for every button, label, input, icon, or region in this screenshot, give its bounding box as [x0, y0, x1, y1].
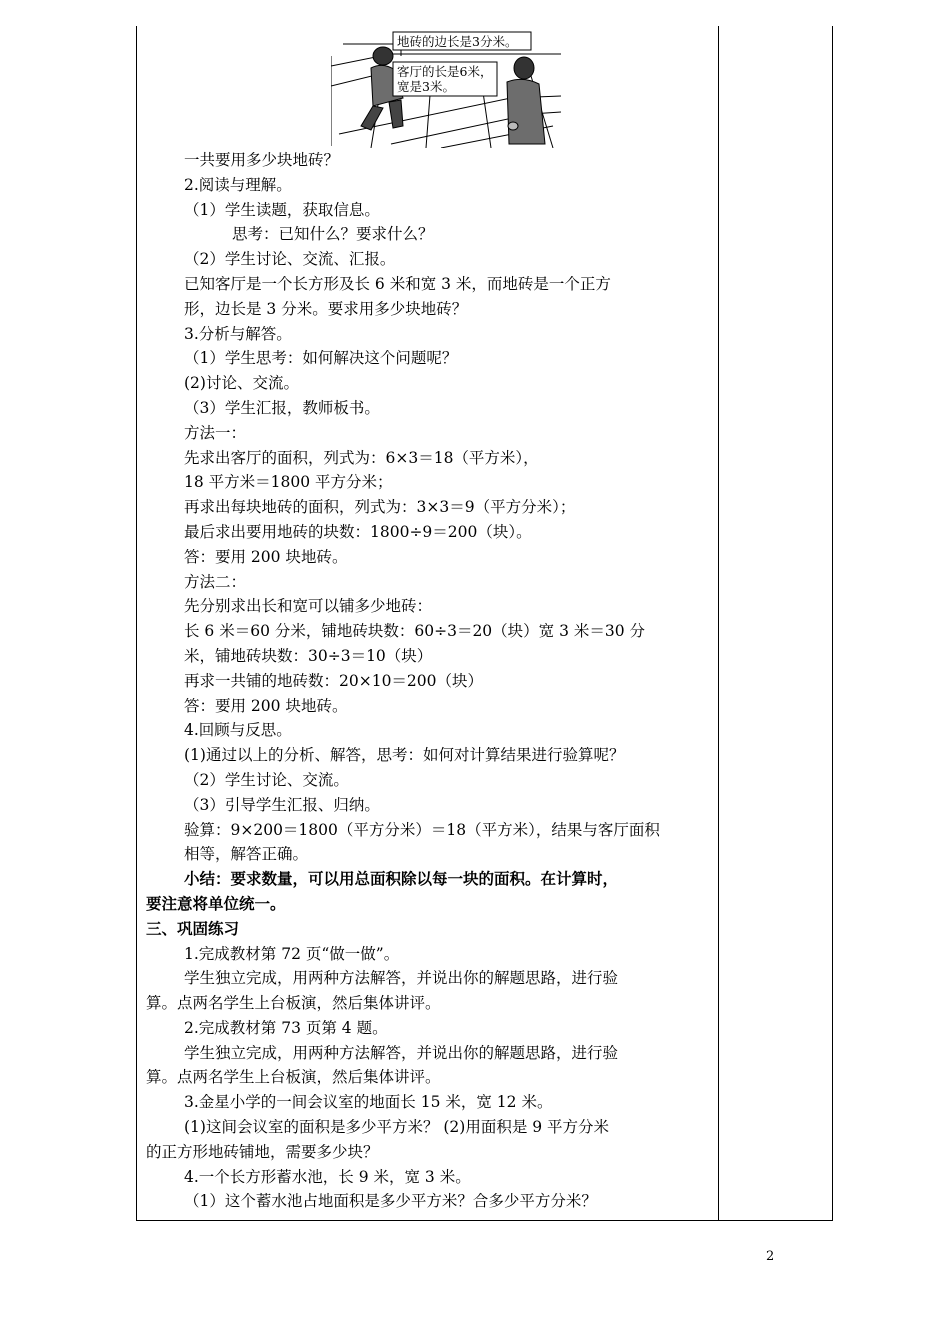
text-line: 验算：9×200＝1800（平方分米）＝18（平方米），结果与客厅面积: [184, 820, 660, 839]
text-line: (2)讨论、交流。: [184, 374, 299, 393]
text-line: 4.回顾与反思。: [184, 721, 292, 740]
bubble-tile-side: 地砖的边长是3分米。: [397, 34, 518, 49]
floor-tile-illustration: [331, 26, 563, 148]
summary-line: 要注意将单位统一。: [146, 893, 286, 913]
bubble-room-size-line1: 客厅的长是6米，: [397, 64, 493, 79]
text-line: 再求出每块地砖的面积，列式为：3×3＝9（平方分米）；: [184, 498, 576, 517]
text-line: 4.一个长方形蓄水池，长 9 米，宽 3 米。: [184, 1167, 471, 1186]
text-line: 米，铺地砖块数：30÷3＝10（块）: [184, 646, 433, 665]
text-line: 思考：已知什么？要求什么？: [232, 225, 434, 244]
text-line: 学生独立完成，用两种方法解答，并说出你的解题思路，进行验: [184, 1043, 619, 1062]
text-line: 已知客厅是一个长方形及长 6 米和宽 3 米，而地砖是一个正方: [184, 274, 611, 293]
page-number: 2: [766, 1249, 775, 1264]
text-line: 长 6 米＝60 分米，铺地砖块数：60÷3＝20（块）宽 3 米＝30 分: [184, 622, 646, 641]
text-line: （1）学生思考：如何解决这个问题呢？: [184, 349, 458, 368]
table-border-bottom: [136, 1220, 832, 1221]
table-border-right: [832, 26, 833, 1221]
text-line: 先求出客厅的面积，列式为：6×3＝18（平方米），: [184, 448, 539, 467]
text-line: 学生独立完成，用两种方法解答，并说出你的解题思路，进行验: [184, 969, 619, 988]
bubble-room-size-line2: 宽是3米。: [397, 79, 455, 94]
text-line: 形，边长是 3 分米。要求用多少块地砖？: [184, 299, 468, 318]
section-heading: 三、巩固练习: [146, 918, 240, 938]
text-line: 答：要用 200 块地砖。: [184, 547, 348, 566]
text-line: 3.金星小学的一间会议室的地面长 15 米，宽 12 米。: [184, 1093, 553, 1112]
text-line: 算。点两名学生上台板演，然后集体讲评。: [146, 994, 441, 1013]
text-line: 答：要用 200 块地砖。: [184, 696, 348, 715]
text-line: 3.分析与解答。: [184, 324, 292, 343]
text-line: 2.完成教材第 73 页第 4 题。: [184, 1018, 388, 1037]
text-line: 18 平方米＝1800 平方分米；: [184, 473, 393, 492]
text-line: （1）这个蓄水池占地面积是多少平方米？合多少平方分米？: [184, 1192, 597, 1211]
text-line: 先分别求出长和宽可以铺多少地砖：: [184, 597, 433, 616]
text-line: （2）学生讨论、交流。: [184, 770, 349, 789]
text-line: 算。点两名学生上台板演，然后集体讲评。: [146, 1068, 441, 1087]
text-line: 再求一共铺的地砖数：20×10＝200（块）: [184, 671, 484, 690]
text-line: 的正方形地砖铺地，需要多少块？: [146, 1142, 379, 1161]
table-border-middle: [718, 26, 719, 1221]
text-line: 相等，解答正确。: [184, 845, 309, 864]
summary-line: 小结：要求数量，可以用总面积除以每一块的面积。在计算时，: [184, 869, 619, 889]
text-line: 方法二：: [184, 572, 247, 591]
text-line: (1)这间会议室的面积是多少平方米？ (2)用面积是 9 平方分米: [184, 1118, 610, 1137]
table-border-left: [136, 26, 137, 1221]
text-line: 1.完成教材第 72 页“做一做”。: [184, 944, 400, 963]
text-line: 2.阅读与理解。: [184, 175, 292, 194]
text-line: 方法一：: [184, 423, 247, 442]
text-line: （1）学生读题，获取信息。: [184, 200, 380, 219]
text-line: （3）引导学生汇报、归纳。: [184, 795, 380, 814]
text-line: 一共要用多少块地砖？: [184, 151, 340, 169]
text-line: （3）学生汇报，教师板书。: [184, 398, 380, 417]
text-line: 最后求出要用地砖的块数：1800÷9＝200（块）。: [184, 522, 532, 541]
text-line: (1)通过以上的分析、解答，思考：如何对计算结果进行验算呢？: [184, 746, 625, 765]
lesson-content: [146, 26, 718, 1214]
text-line: （2）学生讨论、交流、汇报。: [184, 250, 396, 269]
